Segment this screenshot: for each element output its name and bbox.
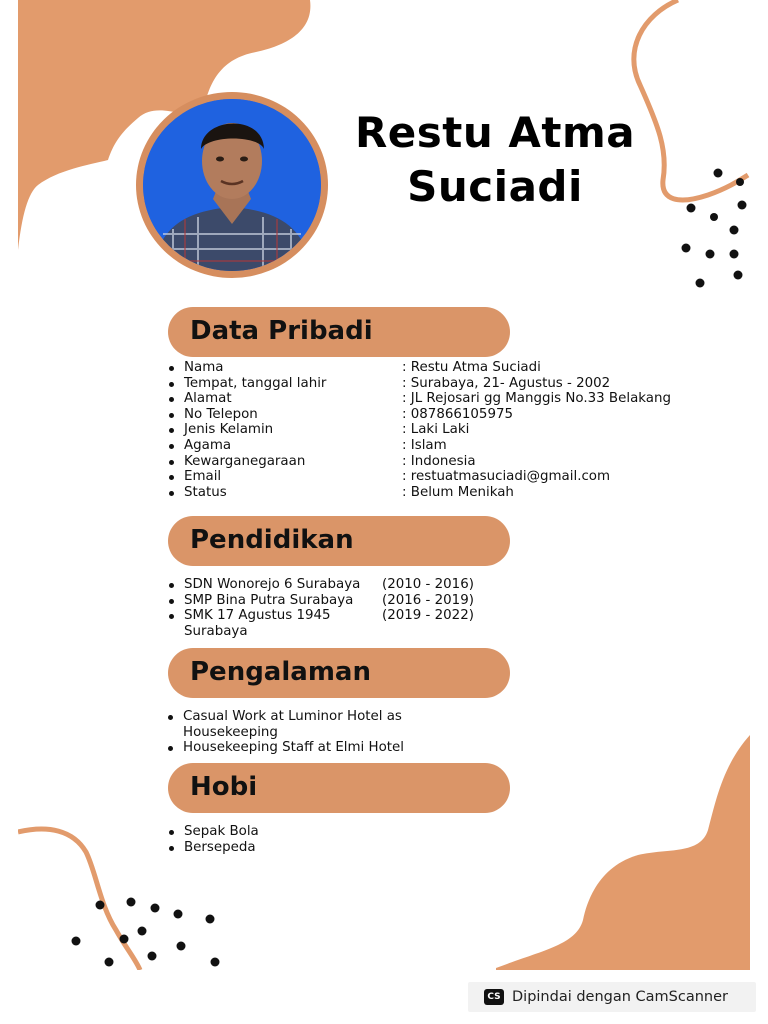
full-name-heading: [340, 106, 650, 214]
list-item: [166, 469, 671, 485]
personal-data-list: [166, 360, 671, 500]
name-line-1: Restu Atma: [354, 108, 636, 157]
education-list: [166, 577, 502, 639]
list-item: [166, 391, 671, 407]
school-years: (2016 - 2019): [382, 592, 474, 608]
camscanner-text: Dipindai dengan CamScanner: [512, 989, 729, 1005]
field-value: : Belum Menikah: [402, 484, 514, 500]
field-label: Alamat: [184, 391, 232, 407]
hobby-list: [166, 824, 259, 855]
list-item: [166, 454, 671, 470]
field-label: Kewarganegaraan: [184, 453, 306, 469]
field-value: : Surabaya, 21- Agustus - 2002: [402, 375, 611, 391]
list-item: [166, 376, 671, 392]
list-item: Casual Work at Luminor Hotel as Housekeeping: [165, 709, 425, 740]
experience-list: [165, 709, 425, 756]
section-header-pendidikan: [168, 516, 510, 566]
school-name: SMP Bina Putra Surabaya: [184, 592, 354, 608]
profile-photo: [143, 99, 321, 271]
field-value: : Islam: [402, 437, 447, 453]
field-label: Tempat, tanggal lahir: [184, 375, 327, 391]
field-label: Status: [184, 484, 227, 500]
school-years: (2019 - 2022): [382, 608, 474, 624]
field-label: Agama: [184, 437, 232, 453]
list-item: [166, 422, 671, 438]
school-years: (2010 - 2016): [382, 577, 474, 592]
list-item: [166, 407, 671, 423]
section-title: Hobi: [190, 772, 258, 802]
section-title: Pengalaman: [190, 657, 371, 687]
section-header-data-pribadi: [168, 307, 510, 357]
list-item: [166, 608, 502, 639]
list-item: Sepak Bola: [166, 824, 259, 840]
portrait-illustration: [143, 99, 321, 271]
field-value: : Restu Atma Suciadi: [402, 360, 541, 375]
field-value: : 087866105975: [402, 406, 514, 422]
section-header-pengalaman: [168, 648, 510, 698]
list-item: Bersepeda: [166, 840, 259, 856]
profile-photo-frame: [136, 92, 328, 278]
list-item: [166, 593, 502, 609]
section-title: Data Pribadi: [190, 316, 373, 346]
list-item: Housekeeping Staff at Elmi Hotel: [165, 740, 425, 756]
list-item: [166, 485, 671, 501]
section-header-hobi: [168, 763, 510, 813]
list-item: [166, 577, 502, 593]
field-label: No Telepon: [184, 406, 258, 422]
camscanner-watermark: [468, 982, 756, 1012]
field-label: Nama: [184, 360, 224, 375]
name-line-2: Suciadi: [407, 162, 583, 211]
list-item: [166, 438, 671, 454]
school-name: SMK 17 Agustus 1945 Surabaya: [184, 608, 331, 639]
field-value: : restuatmasuciadi@gmail.com: [402, 469, 611, 485]
field-label: Email: [184, 469, 222, 485]
resume-page: [18, 0, 750, 970]
field-label: Jenis Kelamin: [184, 422, 274, 438]
field-value: : Laki Laki: [402, 422, 470, 438]
school-name: SDN Wonorejo 6 Surabaya: [184, 577, 361, 592]
camscanner-logo-icon: CS: [484, 989, 504, 1005]
list-item: [166, 360, 671, 376]
field-value: : JL Rejosari gg Manggis No.33 Belakang: [402, 391, 671, 407]
field-value: : Indonesia: [402, 453, 476, 469]
section-title: Pendidikan: [190, 525, 354, 555]
